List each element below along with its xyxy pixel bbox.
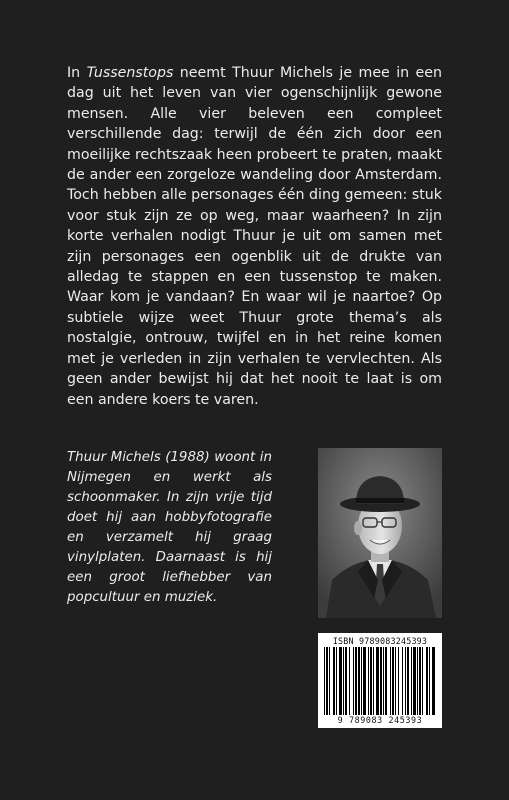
blurb-prefix: In xyxy=(67,65,87,81)
author-portrait-image xyxy=(318,448,442,618)
blurb-text: neemt Thuur Michels je mee in een dag uit het leven van vier ogenschijnlijk gewone mensen. Alle vier beleven een compleet verschillende dag: terwijl de één zich door een moeilijke rechtszaak heen probeert te praten, maakt de ander een zorgeloze wandeling door Amsterdam. Toch hebben alle personages één ding gemeen: stuk voor stuk zijn ze op weg, maar waarheen? In zijn korte verhalen nodigt Thuur je uit om samen met zijn personages een ogenblik uit de drukte van alledag te stappen en een tussenstop te maken. Waar kom je vandaan? En waar wil je naartoe? Op subtiele wijze weet Thuur grote thema’s als nostalgie, ontrouw, twijfel en in het reine komen met je verleden in zijn verhalen te vervlechten. Als geen ander bewijst hij dat het nooit te laat is om een andere koers te varen. xyxy=(67,65,443,408)
isbn-label: ISBN 9789083245393 xyxy=(332,636,428,646)
author-photo xyxy=(318,448,442,618)
book-title: Tussenstops xyxy=(86,65,174,81)
author-bio: Thuur Michels (1988) woont in Nijmegen en werkt als schoonmaker. In zijn vrije tijd doet hij aan hobbyfotografie en verzamelt hij graag vinylplaten. Daarnaast is hij een groot liefhebber van popcultuur en muziek. xyxy=(67,450,272,605)
isbn-barcode xyxy=(318,633,442,728)
back-cover-blurb xyxy=(67,63,442,410)
barcode-digits: 9 789083 245393 xyxy=(337,715,423,725)
barcode-bars xyxy=(324,647,436,715)
